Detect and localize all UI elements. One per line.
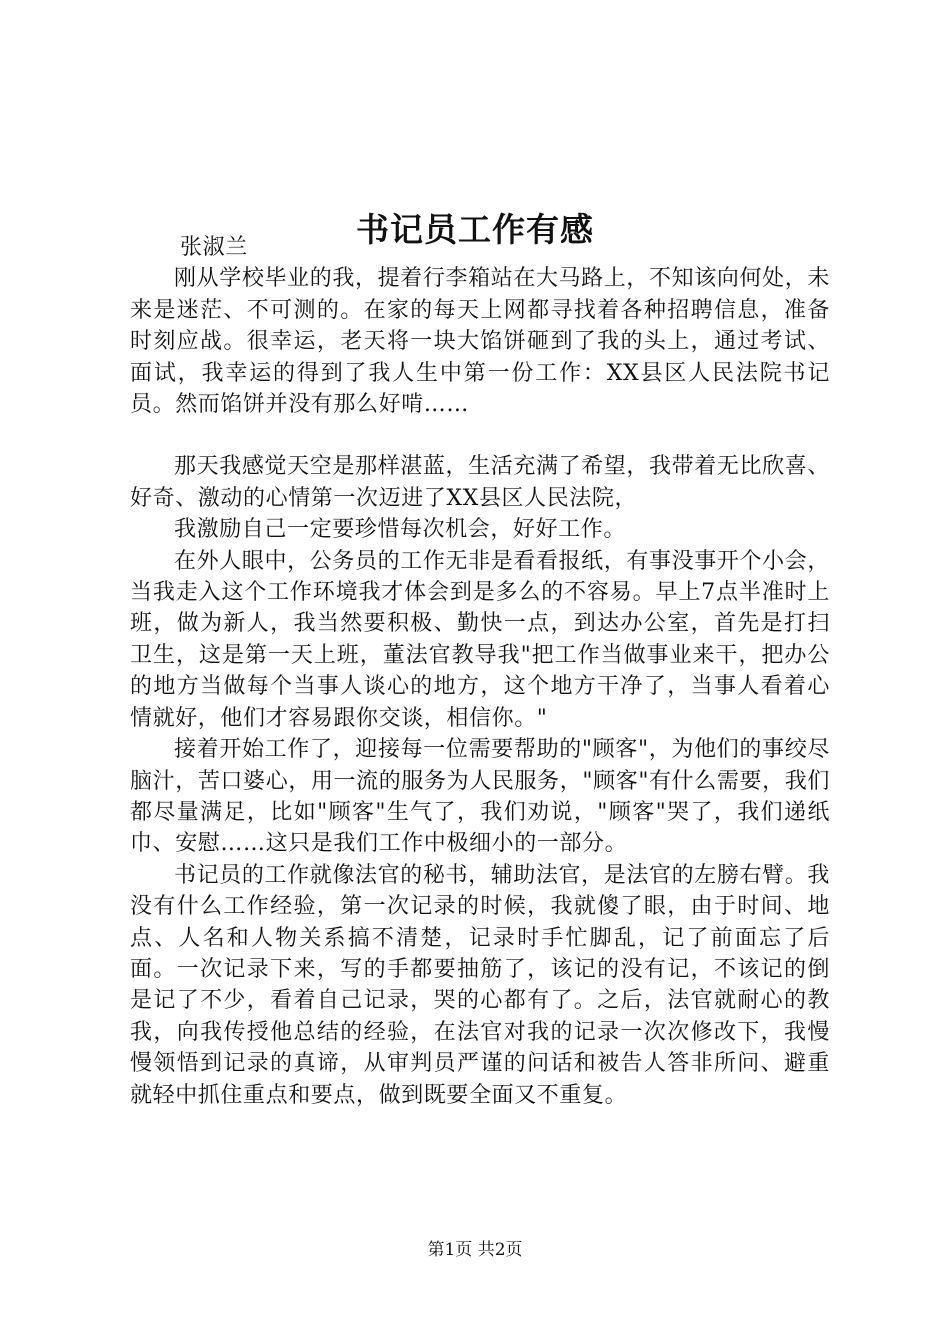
document-title: 书记员工作有感	[356, 210, 594, 250]
paragraph-5: 接着开始工作了，迎接每一位需要帮助的"顾客"，为他们的事绞尽脑汁，苦口婆心，用一流的服务为人民服务，"顾客"有什么需要，我们都尽量满足，比如"顾客"生气了，我们劝说，"顾客"哭了，我们递纸巾、安慰……这只是我们工作中极细小的一部分。	[130, 737, 830, 857]
paragraph-3: 我激励自己一定要珍惜每次机会，好好工作。	[174, 517, 627, 543]
page-footer: 第1页 共2页	[427, 1240, 523, 1260]
paragraph-1: 刚从学校毕业的我，提着行李箱站在大马路上，不知该向何处，未来是迷茫、不可测的。在家的每天上网都寻找着各种招聘信息，准备时刻应战。很幸运，老天将一块大馅饼砸到了我的头上，通过考试、面试，我幸运的得到了我人生中第一份工作：XX县区人民法院书记员。然而馅饼并没有那么好啃……	[130, 266, 830, 418]
paragraph-6: 书记员的工作就像法官的秘书，辅助法官，是法官的左膀右臂。我没有什么工作经验，第一次记录的时候，我就傻了眼，由于时间、地点、人名和人物关系搞不清楚，记录时手忙脚乱，记了前面忘了后面。一次记录下来，写的手都要抽筋了，该记的没有记，不该记的倒是记了不少，看着自己记录，哭的心都有了。之后，法官就耐心的教我，向我传授他总结的经验，在法官对我的记录一次次修改下，我慢慢领悟到记录的真谛，从审判员严谨的问话和被告人答非所问、避重就轻中抓住重点和要点，做到既要全面又不重复。	[130, 862, 830, 1108]
paragraph-4: 在外人眼中，公务员的工作无非是看看报纸，有事没事开个小会，当我走入这个工作环境我才体会到是多么的不容易。早上7点半准时上班，做为新人，我当然要积极、勤快一点，到达办公室，首先是打扫卫生，这是第一天上班，董法官教导我"把工作当做事业来干，把办公的地方当做每个当事人谈心的地方，这个地方干净了，当事人看着心情就好，他们才容易跟你交谈，相信你。"	[130, 548, 830, 731]
document-body	[130, 232, 830, 1111]
paragraph-2: 那天我感觉天空是那样湛蓝，生活充满了希望，我带着无比欣喜、好奇、激动的心情第一次迈进了XX县区人民法院，	[130, 454, 830, 511]
paragraph-gap	[130, 420, 830, 451]
author-name: 张淑兰	[180, 235, 248, 260]
